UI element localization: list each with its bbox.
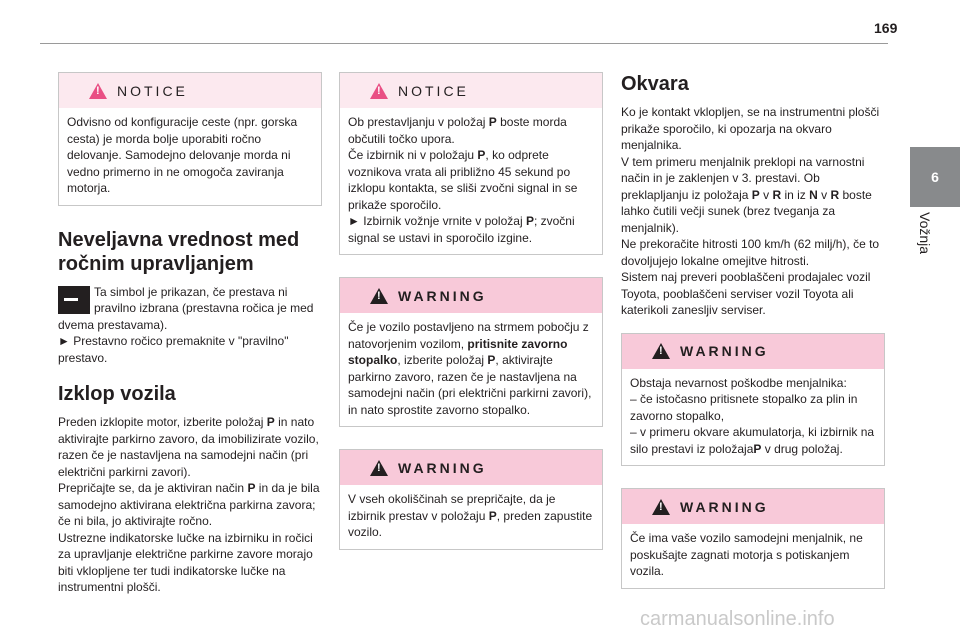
text-bold: P xyxy=(525,214,534,228)
warning-title: WARNING xyxy=(680,343,769,359)
notice-text: Odvisno od konfiguracije ceste (npr. gorska cesta) je morda bolje uporabiti ročno delovanje. Samodejno delovanje morda ni vedno primerno in ne omogoča zaviranja motorja. xyxy=(67,115,298,195)
warning-triangle-icon xyxy=(370,83,388,99)
chapter-tab[interactable] xyxy=(910,147,960,207)
text-bold: P xyxy=(487,353,496,367)
text-bold: P xyxy=(751,187,760,202)
text-run: – če istočasno pritisnete stopalko za plin in zavorno stopalko, xyxy=(630,392,858,423)
warning-header xyxy=(622,489,884,524)
warning-triangle-icon xyxy=(370,460,388,476)
text-run: in nato aktivirajte parkirno zavoro, da imobilizirate vozilo, razen če je nastavljena na samodejni način (pri električni parkirni zavori). xyxy=(58,415,319,479)
text-run: Ustrezne indikatorske lučke na izbirniku in ročici za upravljanje električne parkirne zavore morajo biti vklopljene ter tudi indikatorske lučke na instrumentni plošči. xyxy=(58,530,313,594)
text-run: v xyxy=(817,187,831,202)
warning-header xyxy=(340,450,602,485)
text-run: , ko odprete voznikova vrata ali približno 45 sekund po izklopu kontakta, se sliši zvočni signal in se prikaže sporočilo. xyxy=(348,148,578,212)
text-run: – v primeru okvare akumulatorja, ki izbirnik na silo prestavi iz položaja xyxy=(630,425,875,456)
text-run: Če je vozilo postavljeno na strmem pobočju z natovorjenim vozilom, xyxy=(348,320,589,351)
invalid-text-2: ► Prestavno ročico premaknite v "pravilno" prestavo. xyxy=(58,334,289,365)
text-run: Sistem naj preveri pooblaščeni prodajalec vozil Toyota, pooblaščeni serviser vozil Toyota ali katerikoli zanesljiv serviser. xyxy=(621,270,871,317)
text-run: ; zvočni signal se ustavi in sporočilo izgine. xyxy=(348,214,575,245)
text-run: boste morda občutili točko upora. xyxy=(348,115,567,146)
warning-box xyxy=(339,449,603,550)
text-run: , preden zapustite vozilo. xyxy=(348,508,593,539)
text-run: v drug položaj. xyxy=(761,441,843,456)
warning-header xyxy=(622,334,884,369)
warning-triangle-icon xyxy=(89,83,107,99)
text-bold: P xyxy=(488,115,497,129)
notice-header xyxy=(340,73,602,108)
text-bold: N xyxy=(809,187,818,202)
text-run: in iz xyxy=(781,187,810,202)
text-bold: P xyxy=(488,508,497,523)
warning-box xyxy=(621,333,885,467)
chapter-number: 6 xyxy=(931,169,939,185)
text-bold: pritisnite zavorno stopalko xyxy=(348,336,568,367)
text-run: ► Izbirnik vožnje vrnite v položaj xyxy=(348,214,526,228)
notice-header xyxy=(59,73,321,108)
invalid-text-1: Ta simbol je prikazan, če prestava ni pravilno izbrana (prestavna ročica je med dvema prestavama). xyxy=(58,284,314,332)
text-bold: P xyxy=(477,148,486,162)
section-heading-invalid: Neveljavna vrednost med ročnim upravljanjem xyxy=(58,228,300,275)
warning-text: Če ima vaše vozilo samodejni menjalnik, ne poskušajte zagnati motorja s potiskanjem vozila. xyxy=(630,531,863,578)
watermark: carmanualsonline.info xyxy=(640,608,835,630)
fault-paragraph xyxy=(621,104,885,319)
column-2 xyxy=(339,72,603,572)
header-divider xyxy=(40,43,888,44)
invalid-paragraph xyxy=(58,284,322,367)
text-bold: R xyxy=(830,187,840,202)
gear-lever-icon xyxy=(58,286,90,314)
text-run: Ob prestavljanju v položaj xyxy=(348,115,489,129)
text-bold: P xyxy=(753,441,762,456)
section-heading-shutdown: Izklop vozila xyxy=(58,383,176,405)
text-run: Obstaja nevarnost poškodbe menjalnika: xyxy=(630,375,847,390)
text-run: Če izbirnik ni v položaju xyxy=(348,148,478,162)
text-run: v xyxy=(759,187,773,202)
notice-text xyxy=(340,108,602,254)
warning-text xyxy=(340,485,602,549)
text-run: Ne prekoračite hitrosti 100 km/h (62 milj/h), če to dovoljujejo lokalne omejitve hitrosti. xyxy=(621,237,880,268)
shutdown-paragraph xyxy=(58,414,322,596)
column-3 xyxy=(621,72,885,611)
text-run: , aktivirajte parkirno zavoro, razen če je nastavljena na samodejni način (pri električni parkirni zavori), in nato sprostite zavorno stopalko. xyxy=(348,353,592,417)
warning-text xyxy=(622,369,884,466)
text-bold: P xyxy=(266,415,275,429)
column-1 xyxy=(58,72,322,596)
notice-title: NOTICE xyxy=(117,82,188,99)
text-run: in da je bila samodejno aktivirana električna parkirna zavora; če ni bila, jo aktivirajte ročno. xyxy=(58,481,320,528)
warning-triangle-icon xyxy=(370,288,388,304)
text-run: , izberite položaj xyxy=(397,353,488,367)
warning-header xyxy=(340,278,602,313)
text-run: Preden izklopite motor, izberite položaj xyxy=(58,415,267,429)
text-bold: P xyxy=(247,481,256,495)
notice-title: NOTICE xyxy=(398,82,469,99)
text-run: V vseh okoliščinah se prepričajte, da je izbirnik prestav v položaju xyxy=(348,492,556,523)
warning-triangle-icon xyxy=(652,343,670,359)
text-bold: R xyxy=(772,187,782,202)
section-heading-fault: Okvara xyxy=(621,73,689,95)
warning-box xyxy=(621,488,885,589)
notice-box xyxy=(339,72,603,255)
warning-triangle-icon xyxy=(652,499,670,515)
warning-text xyxy=(340,313,602,426)
chapter-label: Vožnja xyxy=(917,212,933,255)
warning-title: WARNING xyxy=(680,498,769,515)
text-run: Prepričajte se, da je aktiviran način xyxy=(58,481,248,495)
text-run: Ko je kontakt vklopljen, se na instrumentni plošči prikaže sporočilo, ki opozarja na okvaro menjalnika. xyxy=(621,105,880,152)
warning-box xyxy=(339,277,603,427)
page-number: 169 xyxy=(874,20,898,36)
warning-title: WARNING xyxy=(398,287,487,304)
text-run: V tem primeru menjalnik preklopi na varnostni način in je zaklenjen v 3. prestavi. Ob preklapljanju iz položaja xyxy=(621,154,865,202)
notice-box xyxy=(58,72,322,206)
warning-title: WARNING xyxy=(398,459,487,476)
text-run: boste lahko čutili večji sunek (brez tveganja za menjalnik). xyxy=(621,187,872,235)
